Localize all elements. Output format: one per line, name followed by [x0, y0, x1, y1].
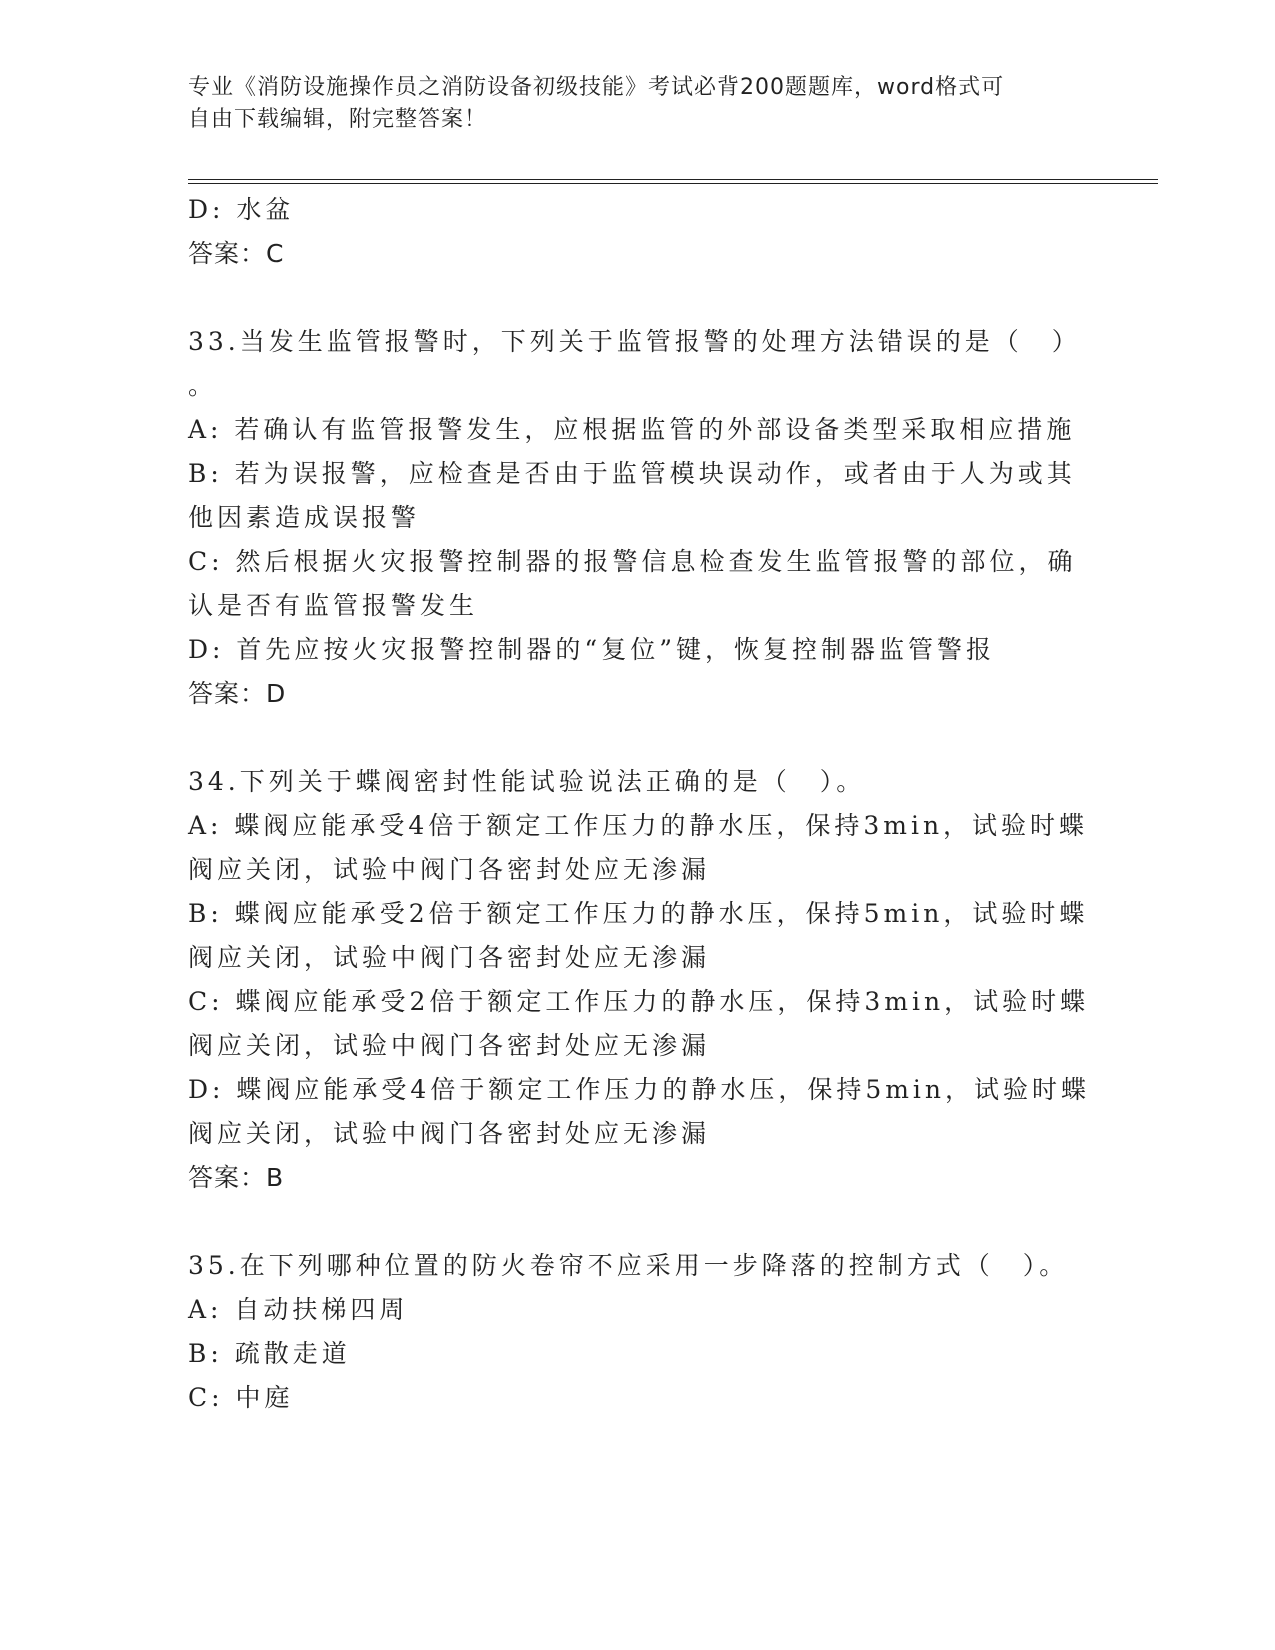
- q33-option-b-line-2: 他因素造成误报警: [188, 503, 421, 532]
- header-line-1: 专业《消防设施操作员之消防设备初级技能》考试必背200题题库，word格式可: [188, 75, 1005, 100]
- q34-option-b-line-1: B: 蝶阀应能承受2倍于额定工作压力的静水压，保持5min，试验时蝶: [188, 899, 1089, 928]
- q33-option-d: D: 首先应按火灾报警控制器的“复位”键，恢复控制器监管警报: [188, 635, 995, 664]
- q34-option-c-line-2: 阀应关闭，试验中阀门各密封处应无渗漏: [188, 1031, 711, 1060]
- q34-stem: 34.下列关于蝶阀密封性能试验说法正确的是（ ）。: [188, 767, 866, 796]
- q34-option-b-line-2: 阀应关闭，试验中阀门各密封处应无渗漏: [188, 943, 711, 972]
- q34-option-a-line-2: 阀应关闭，试验中阀门各密封处应无渗漏: [188, 855, 711, 884]
- q35-option-c: C: 中庭: [188, 1383, 294, 1412]
- q33-stem-line-2: 。: [188, 371, 218, 400]
- q33-option-c-line-1: C: 然后根据火灾报警控制器的报警信息检查发生监管报警的部位，确: [188, 547, 1077, 576]
- q34-option-d-line-1: D: 蝶阀应能承受4倍于额定工作压力的静水压，保持5min，试验时蝶: [188, 1075, 1091, 1104]
- q34-answer: 答案：B: [188, 1163, 285, 1192]
- q33-stem-line-1: 33.当发生监管报警时，下列关于监管报警的处理方法错误的是（ ）: [188, 327, 1081, 356]
- q33-option-a: A: 若确认有监管报警发生，应根据监管的外部设备类型采取相应措施: [188, 415, 1076, 444]
- header-rule-bottom: [188, 183, 1158, 184]
- q34-option-a-line-1: A: 蝶阀应能承受4倍于额定工作压力的静水压，保持3min，试验时蝶: [188, 811, 1089, 840]
- q33-answer: 答案：D: [188, 679, 287, 708]
- q33-option-b-line-1: B: 若为误报警，应检查是否由于监管模块误动作，或者由于人为或其: [188, 459, 1076, 488]
- q35-option-a: A: 自动扶梯四周: [188, 1295, 409, 1324]
- q32-answer: 答案：C: [188, 239, 285, 268]
- q34-option-c-line-1: C: 蝶阀应能承受2倍于额定工作压力的静水压，保持3min，试验时蝶: [188, 987, 1090, 1016]
- q34-option-d-line-2: 阀应关闭，试验中阀门各密封处应无渗漏: [188, 1119, 711, 1148]
- header-line-2: 自由下载编辑，附完整答案！: [188, 107, 488, 132]
- q32-option-d: D: 水盆: [188, 195, 295, 224]
- q33-option-c-line-2: 认是否有监管报警发生: [188, 591, 479, 620]
- q35-option-b: B: 疏散走道: [188, 1339, 351, 1368]
- header-rule-top: [188, 179, 1158, 180]
- document-header: [188, 72, 1068, 136]
- q35-stem: 35.在下列哪种位置的防火卷帘不应采用一步降落的控制方式（ ）。: [188, 1251, 1069, 1280]
